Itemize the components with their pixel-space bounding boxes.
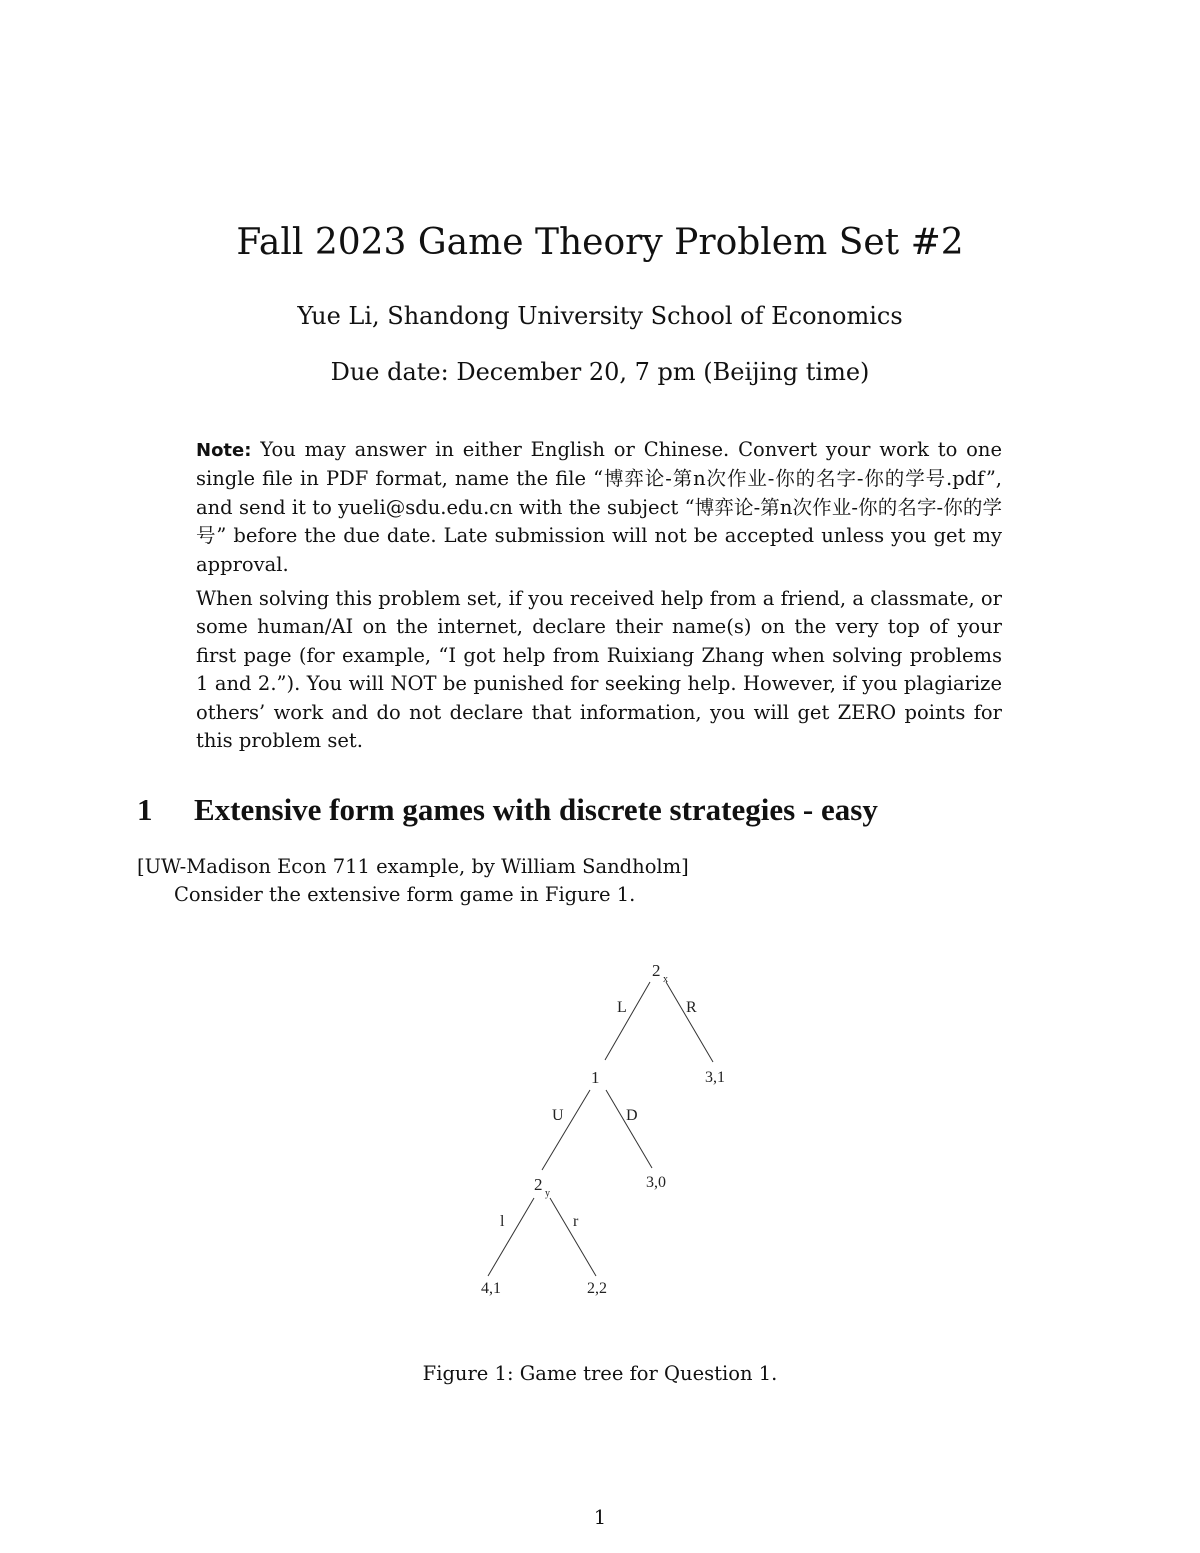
edge-U-line [542, 1090, 590, 1170]
edge-U-label: U [552, 1107, 564, 1124]
payoff-after-l: 4,1 [481, 1280, 501, 1297]
payoff-after-R: 3,1 [705, 1069, 725, 1086]
figure-caption: Figure 1: Game tree for Question 1. [422, 1362, 778, 1385]
edge-r-label: r [573, 1213, 579, 1230]
note-text: You may answer in either English or Chinese. Convert your work to one single file in PDF format, name the file “博弈论-第n次作业-你的名字-你的学号.pdf”, and send it to yueli@sdu.edu.cn with the subject “博弈论-第n次作业-你的名字-你的学号” before the due date. Late submission will not be accepted unless you get my approval. [196, 438, 1002, 576]
low-node-subscript: y [545, 1188, 550, 1199]
note-paragraph [196, 436, 1002, 579]
source-attribution: [UW-Madison Econ 711 example, by William Sandholm] [137, 855, 689, 878]
edge-D-line [606, 1090, 652, 1168]
author-line: Yue Li, Shandong University School of Economics [297, 302, 903, 330]
page-title: Fall 2023 Game Theory Problem Set #2 [236, 222, 964, 263]
edge-l-line [488, 1198, 534, 1276]
help-paragraph: When solving this problem set, if you received help from a friend, a classmate, or some human/AI on the internet, declare their name(s) on the very top of your first page (for example, “I got help from Ruixiang Zhang when solving problems 1 and 2.”). You will NOT be punished for seeking help. However, if you plagiarize others’ work and do not declare that information, you will get ZERO points for this problem set. [196, 587, 1002, 753]
payoff-after-D: 3,0 [646, 1174, 666, 1191]
game-tree-figure [460, 950, 760, 1300]
mid-node-label: 1 [591, 1068, 600, 1087]
due-date: Due date: December 20, 7 pm (Beijing time) [330, 358, 870, 386]
note-label: Note: [196, 440, 252, 461]
edge-l-label: l [500, 1213, 505, 1230]
section-heading [137, 792, 1057, 828]
edge-R-label: R [686, 999, 697, 1016]
edge-L-label: L [617, 999, 627, 1016]
section-number: 1 [137, 792, 153, 827]
page-number: 1 [593, 1506, 607, 1529]
edge-R-line [666, 982, 713, 1062]
edge-L-line [605, 982, 650, 1060]
root-node-subscript: x [663, 974, 668, 985]
section-title: Extensive form games with discrete strategies - easy [194, 792, 878, 827]
low-node-label: 2 [534, 1175, 543, 1194]
edge-D-label: D [626, 1107, 638, 1124]
payoff-after-r: 2,2 [587, 1280, 607, 1297]
question-intro: Consider the extensive form game in Figure 1. [174, 883, 636, 906]
root-node-label: 2 [652, 961, 661, 980]
edge-r-line [550, 1198, 596, 1276]
